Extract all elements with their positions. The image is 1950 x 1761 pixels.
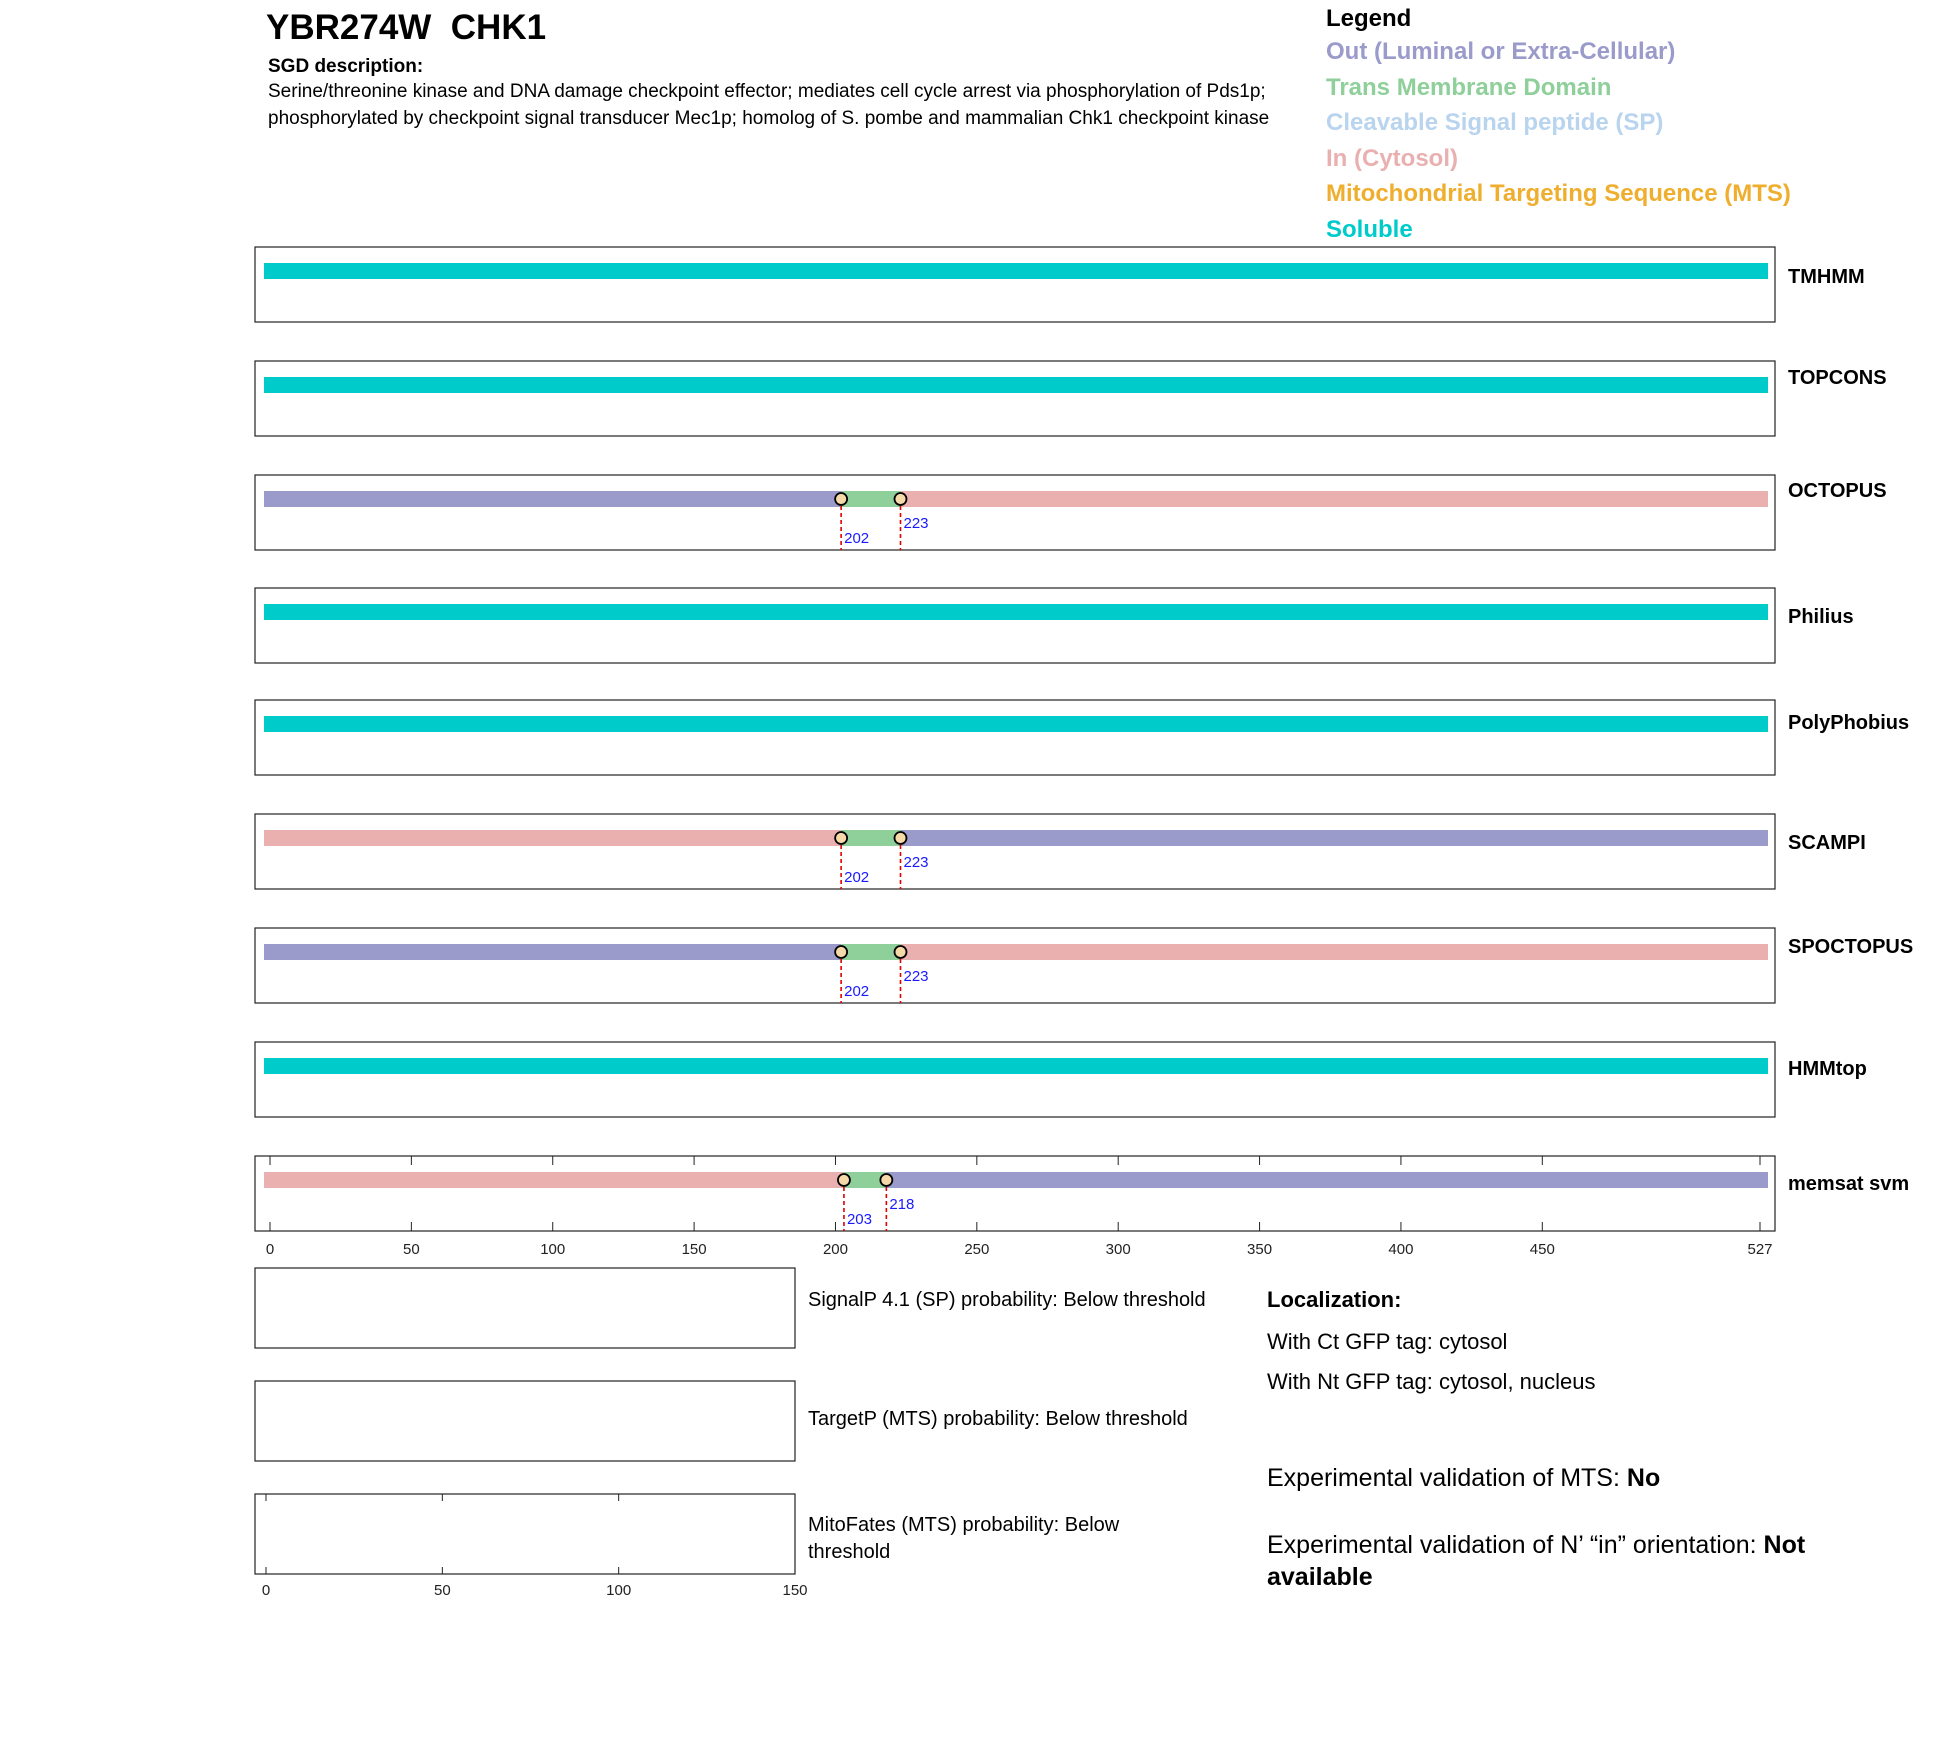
segment-bar bbox=[841, 944, 900, 960]
axis-tick-label: 50 bbox=[403, 1241, 420, 1258]
lower-axis-tick-label: 100 bbox=[606, 1582, 632, 1599]
track-box bbox=[255, 700, 1775, 775]
track-box bbox=[255, 1042, 1775, 1117]
track-label: TOPCONS bbox=[1788, 367, 1887, 389]
legend-item-tm: Trans Membrane Domain bbox=[1326, 73, 1612, 101]
track-box bbox=[255, 247, 1775, 322]
axis-tick-label: 0 bbox=[265, 1241, 275, 1258]
axis-tick-label: 150 bbox=[681, 1241, 707, 1258]
marker-label: 203 bbox=[846, 1211, 872, 1228]
segment-bar bbox=[264, 1172, 844, 1188]
track-label: SPOCTOPUS bbox=[1788, 936, 1914, 958]
targetp-result: TargetP (MTS) probability: Below threshold bbox=[808, 1408, 1188, 1430]
exp-orientation-label: Experimental validation of N’ “in” orientation: bbox=[1267, 1531, 1764, 1559]
marker-dot bbox=[894, 832, 906, 844]
track-label: PolyPhobius bbox=[1788, 712, 1910, 734]
signalp-result: SignalP 4.1 (SP) probability: Below threshold bbox=[808, 1289, 1206, 1311]
segment-bar bbox=[841, 830, 900, 846]
segment-bar bbox=[841, 491, 900, 507]
segment-bar bbox=[264, 944, 841, 960]
legend-item-mts: Mitochondrial Targeting Sequence (MTS) bbox=[1326, 180, 1791, 207]
segment-bar bbox=[264, 1058, 1768, 1074]
marker-label: 202 bbox=[844, 530, 870, 547]
marker-dot bbox=[894, 493, 906, 505]
axis-tick-label: 450 bbox=[1529, 1241, 1555, 1258]
track-label: OCTOPUS bbox=[1788, 480, 1887, 502]
segment-bar bbox=[900, 491, 1768, 507]
exp-orientation-value: Not available bbox=[1267, 1531, 1806, 1591]
lower-axis-tick-label: 150 bbox=[782, 1582, 808, 1599]
marker-dot bbox=[838, 1174, 850, 1186]
marker-label: 223 bbox=[903, 968, 929, 985]
track-label: TMHMM bbox=[1788, 266, 1865, 288]
marker-dot bbox=[835, 832, 847, 844]
marker-label: 202 bbox=[844, 869, 870, 886]
segment-bar bbox=[264, 604, 1768, 620]
exp-validation-mts bbox=[1267, 1462, 1867, 1494]
marker-dot bbox=[880, 1174, 892, 1186]
legend-item-out: Out (Luminal or Extra-Cellular) bbox=[1326, 38, 1676, 65]
lower-axis-tick-label: 50 bbox=[433, 1582, 451, 1599]
mitofates-panel bbox=[255, 1494, 795, 1574]
segment-bar bbox=[264, 377, 1768, 393]
track-label: HMMtop bbox=[1788, 1058, 1867, 1080]
marker-dot bbox=[835, 946, 847, 958]
legend-title: Legend bbox=[1326, 5, 1412, 32]
exp-mts-value: No bbox=[1626, 1464, 1661, 1492]
axis-tick-label: 100 bbox=[540, 1241, 566, 1258]
segment-bar bbox=[264, 491, 841, 507]
segment-bar bbox=[264, 830, 841, 846]
mitofates-result: MitoFates (MTS) probability: Below threshold bbox=[808, 1514, 1120, 1563]
track-box bbox=[255, 1156, 1775, 1231]
marker-dot bbox=[894, 946, 906, 958]
track-label: SCAMPI bbox=[1788, 832, 1866, 854]
signalp-panel bbox=[255, 1268, 795, 1348]
segment-bar bbox=[886, 1172, 1768, 1188]
legend-item-sp: Cleavable Signal peptide (SP) bbox=[1326, 109, 1664, 136]
segment-bar bbox=[900, 830, 1768, 846]
track-box bbox=[255, 588, 1775, 663]
marker-label: 223 bbox=[903, 854, 929, 871]
page-title: YBR274W CHK1 bbox=[266, 8, 547, 47]
track-box bbox=[255, 928, 1775, 1003]
lower-axis-tick-label: 0 bbox=[261, 1582, 271, 1599]
track-label: memsat svm bbox=[1788, 1173, 1910, 1195]
axis-tick-label: 350 bbox=[1247, 1241, 1273, 1258]
marker-dot bbox=[835, 493, 847, 505]
marker-label: 218 bbox=[889, 1196, 915, 1213]
marker-label: 223 bbox=[903, 515, 929, 532]
marker-label: 202 bbox=[844, 983, 870, 1000]
segment-bar bbox=[264, 263, 1768, 279]
targetp-panel bbox=[255, 1381, 795, 1461]
sgd-description-label: SGD description: bbox=[268, 56, 424, 77]
axis-tick-label: 250 bbox=[964, 1241, 990, 1258]
axis-tick-label: 400 bbox=[1388, 1241, 1414, 1258]
track-box bbox=[255, 361, 1775, 436]
localization-title: Localization: bbox=[1267, 1287, 1402, 1312]
legend-item-in: In (Cytosol) bbox=[1326, 144, 1458, 172]
exp-mts-label: Experimental validation of MTS: bbox=[1267, 1464, 1627, 1492]
exp-validation-orientation bbox=[1267, 1529, 1867, 1593]
segment-bar bbox=[264, 716, 1768, 732]
track-label: Philius bbox=[1788, 606, 1854, 628]
localization-nt: With Nt GFP tag: cytosol, nucleus bbox=[1267, 1369, 1596, 1394]
axis-tick-label: 300 bbox=[1105, 1241, 1131, 1258]
track-box bbox=[255, 814, 1775, 889]
axis-tick-label: 200 bbox=[822, 1241, 848, 1258]
axis-tick-label: 527 bbox=[1747, 1241, 1773, 1258]
track-box bbox=[255, 475, 1775, 550]
legend-item-soluble: Soluble bbox=[1326, 215, 1413, 243]
sgd-description-text: Serine/threonine kinase and DNA damage checkpoint effector; mediates cell cycle arrest via phosphorylation of Pds1p; phosphorylated by checkpoint signal transducer Mec1p; homolog of S. pombe and mammalian Chk1 checkpoint kinase bbox=[268, 81, 1270, 129]
segment-bar bbox=[900, 944, 1768, 960]
localization-ct: With Ct GFP tag: cytosol bbox=[1267, 1329, 1508, 1354]
